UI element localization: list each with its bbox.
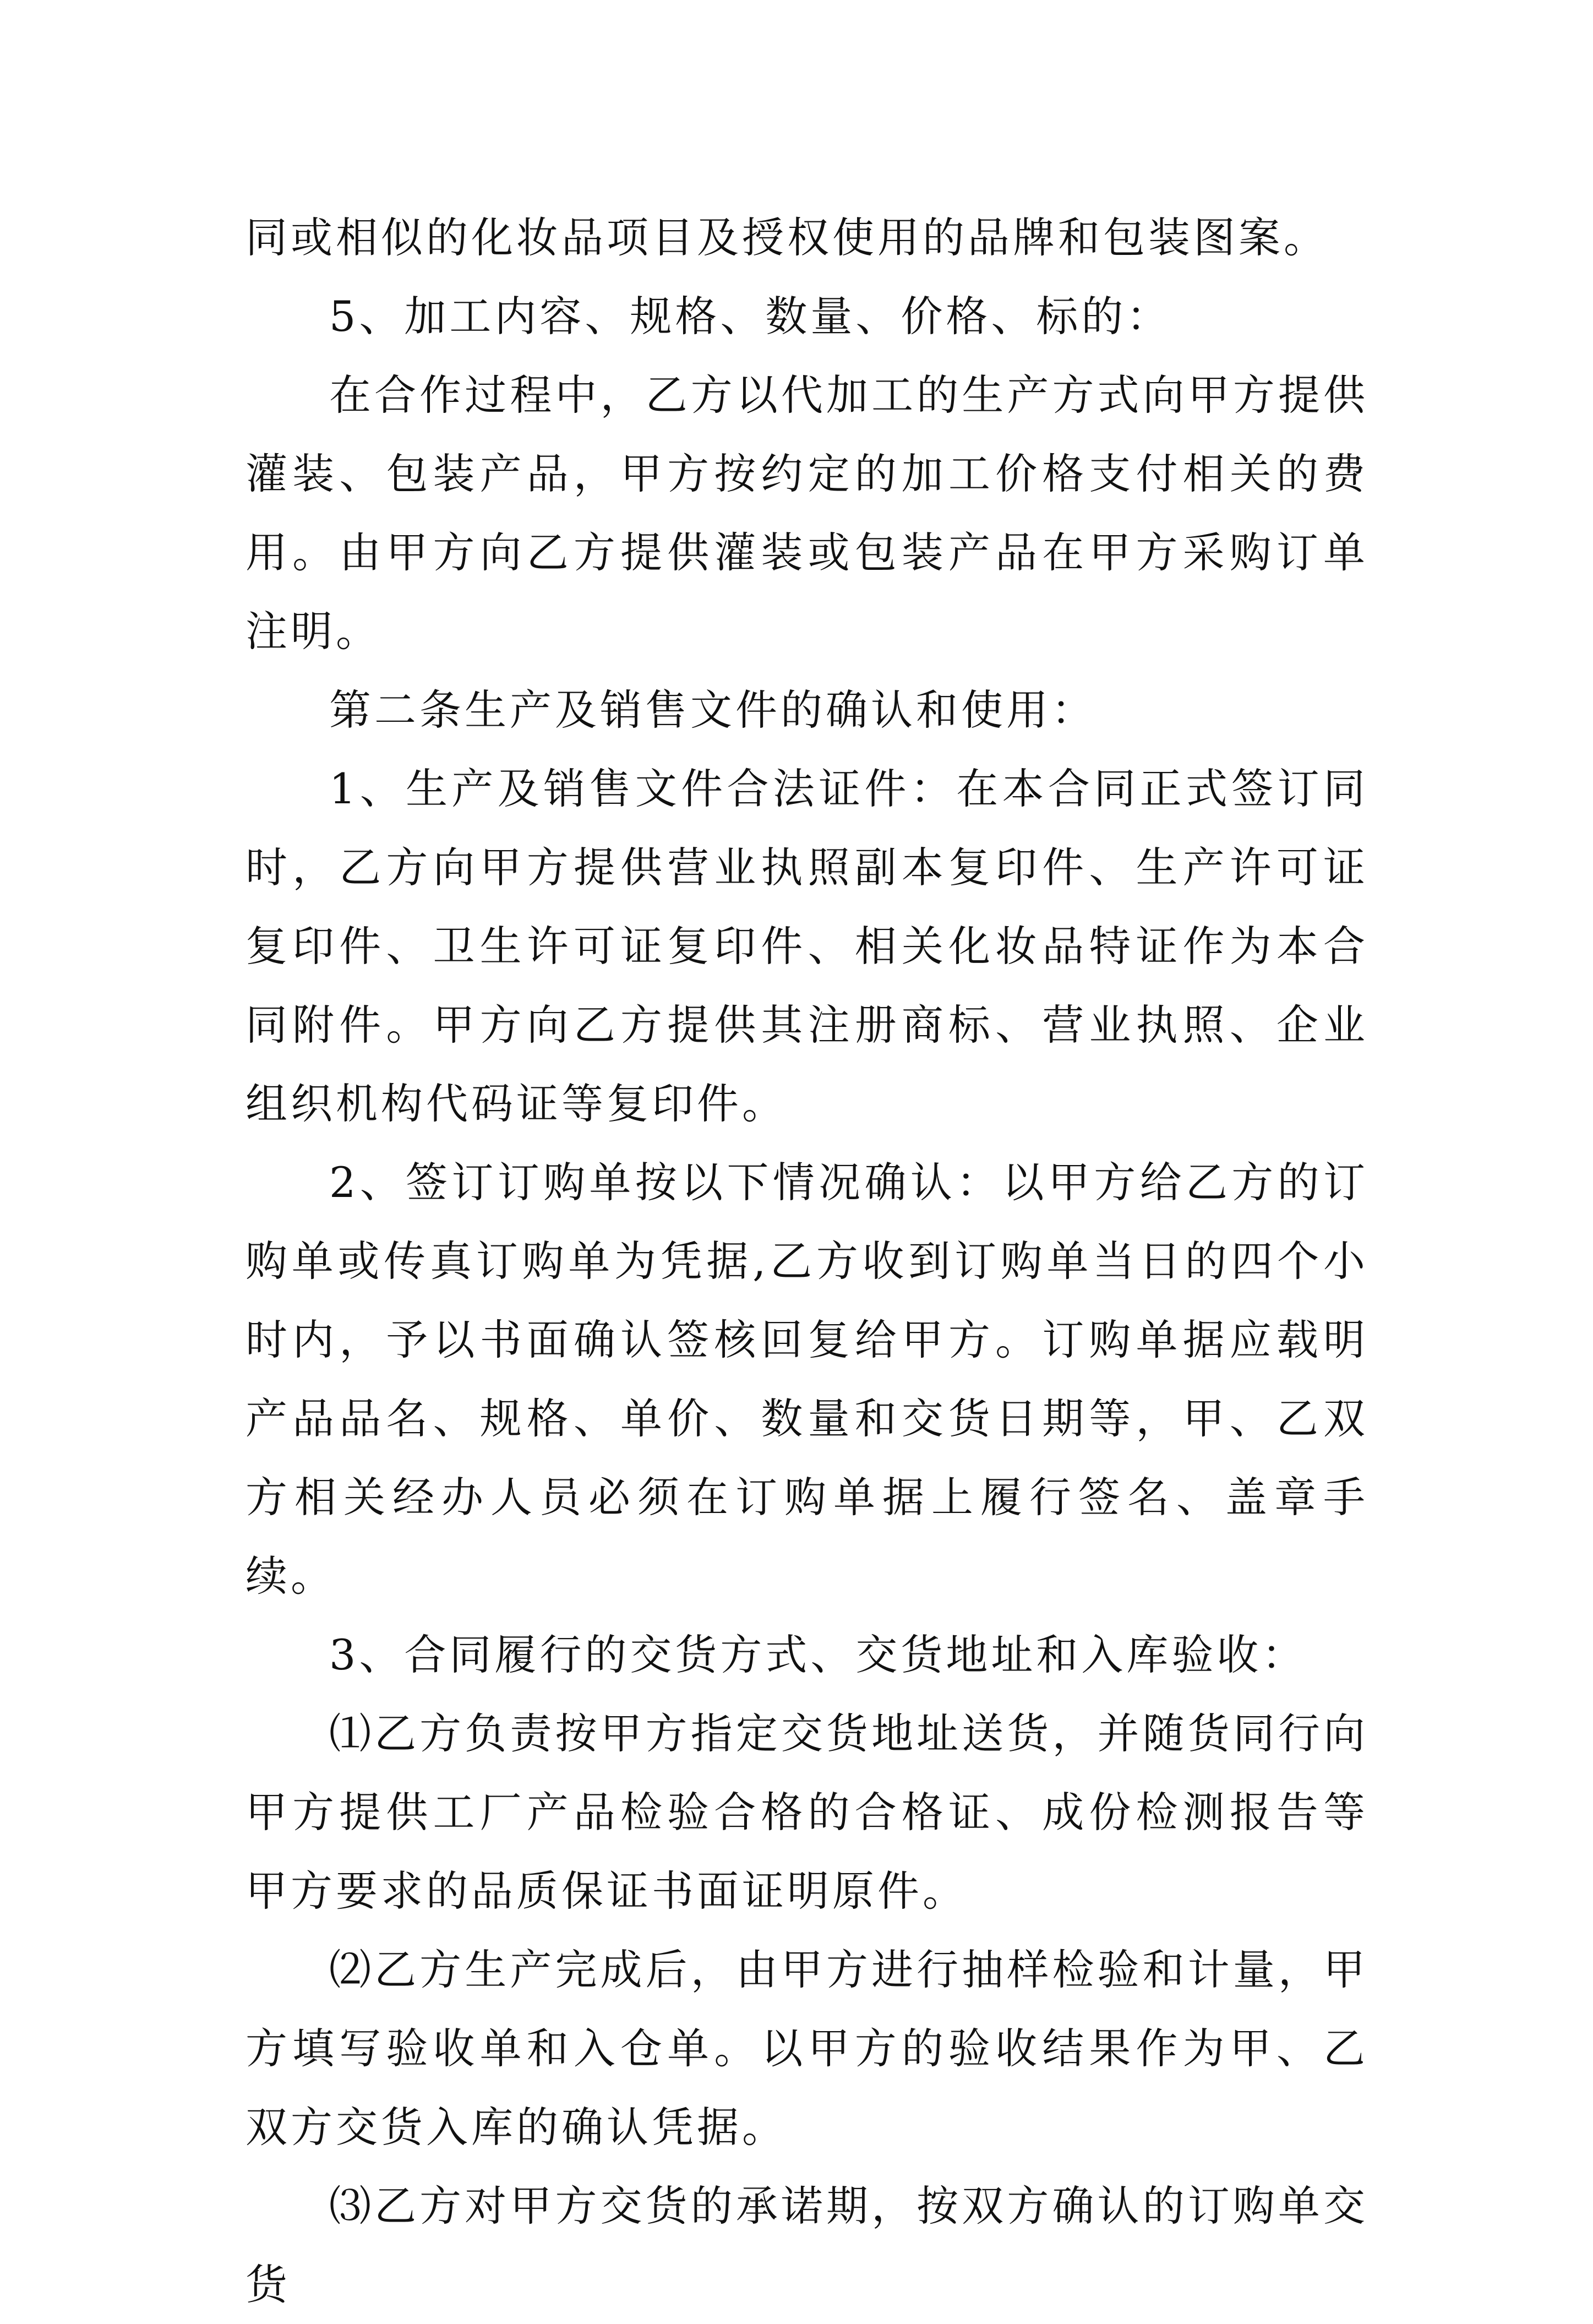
paragraph-2: 5、加工内容、规格、数量、价格、标的： <box>329 292 1172 341</box>
paragraph-4: 第二条生产及销售文件的确认和使用： <box>329 685 1096 734</box>
paragraph-10: ⑶乙方对甲方交货的承诺期，按双方确认的订购单交货 <box>246 2181 1368 2309</box>
paragraph-3: 在合作过程中，乙方以代加工的生产方式向甲方提供灌装、包装产品，甲方按约定的加工价格支付相关的费用。由甲方向乙方提供灌装或包装产品在甲方采购订单注明。 <box>246 371 1368 656</box>
document-body <box>246 198 1368 2324</box>
paragraph-9: ⑵乙方生产完成后，由甲方进行抽样检验和计量，甲方填写验收单和入仓单。以甲方的验收结果作为甲、乙双方交货入库的确认凭据。 <box>246 1945 1368 2152</box>
paragraph-1: 同或相似的化妆品项目及授权使用的品牌和包装图案。 <box>246 213 1329 262</box>
paragraph-7: 3、合同履行的交货方式、交货地址和入库验收： <box>329 1630 1307 1679</box>
paragraph-5: 1、生产及销售文件合法证件：在本合同正式签订同时，乙方向甲方提供营业执照副本复印件、生产许可证复印件、卫生许可证复印件、相关化妆品特证作为本合同附件。甲方向乙方提供其注册商标、营业执照、企业组织机构代码证等复印件。 <box>246 764 1368 1128</box>
paragraph-8: ⑴乙方负责按甲方指定交货地址送货，并随货同行向甲方提供工厂产品检验合格的合格证、成份检测报告等甲方要求的品质保证书面证明原件。 <box>246 1709 1368 1915</box>
paragraph-6: 2、签订订购单按以下情况确认：以甲方给乙方的订购单或传真订购单为凭据,乙方收到订购单当日的四个小时内，予以书面确认签核回复给甲方。订购单据应载明产品品名、规格、单价、数量和交货日期等，甲、乙双方相关经办人员必须在订购单据上履行签名、盖章手续。 <box>246 1158 1368 1601</box>
